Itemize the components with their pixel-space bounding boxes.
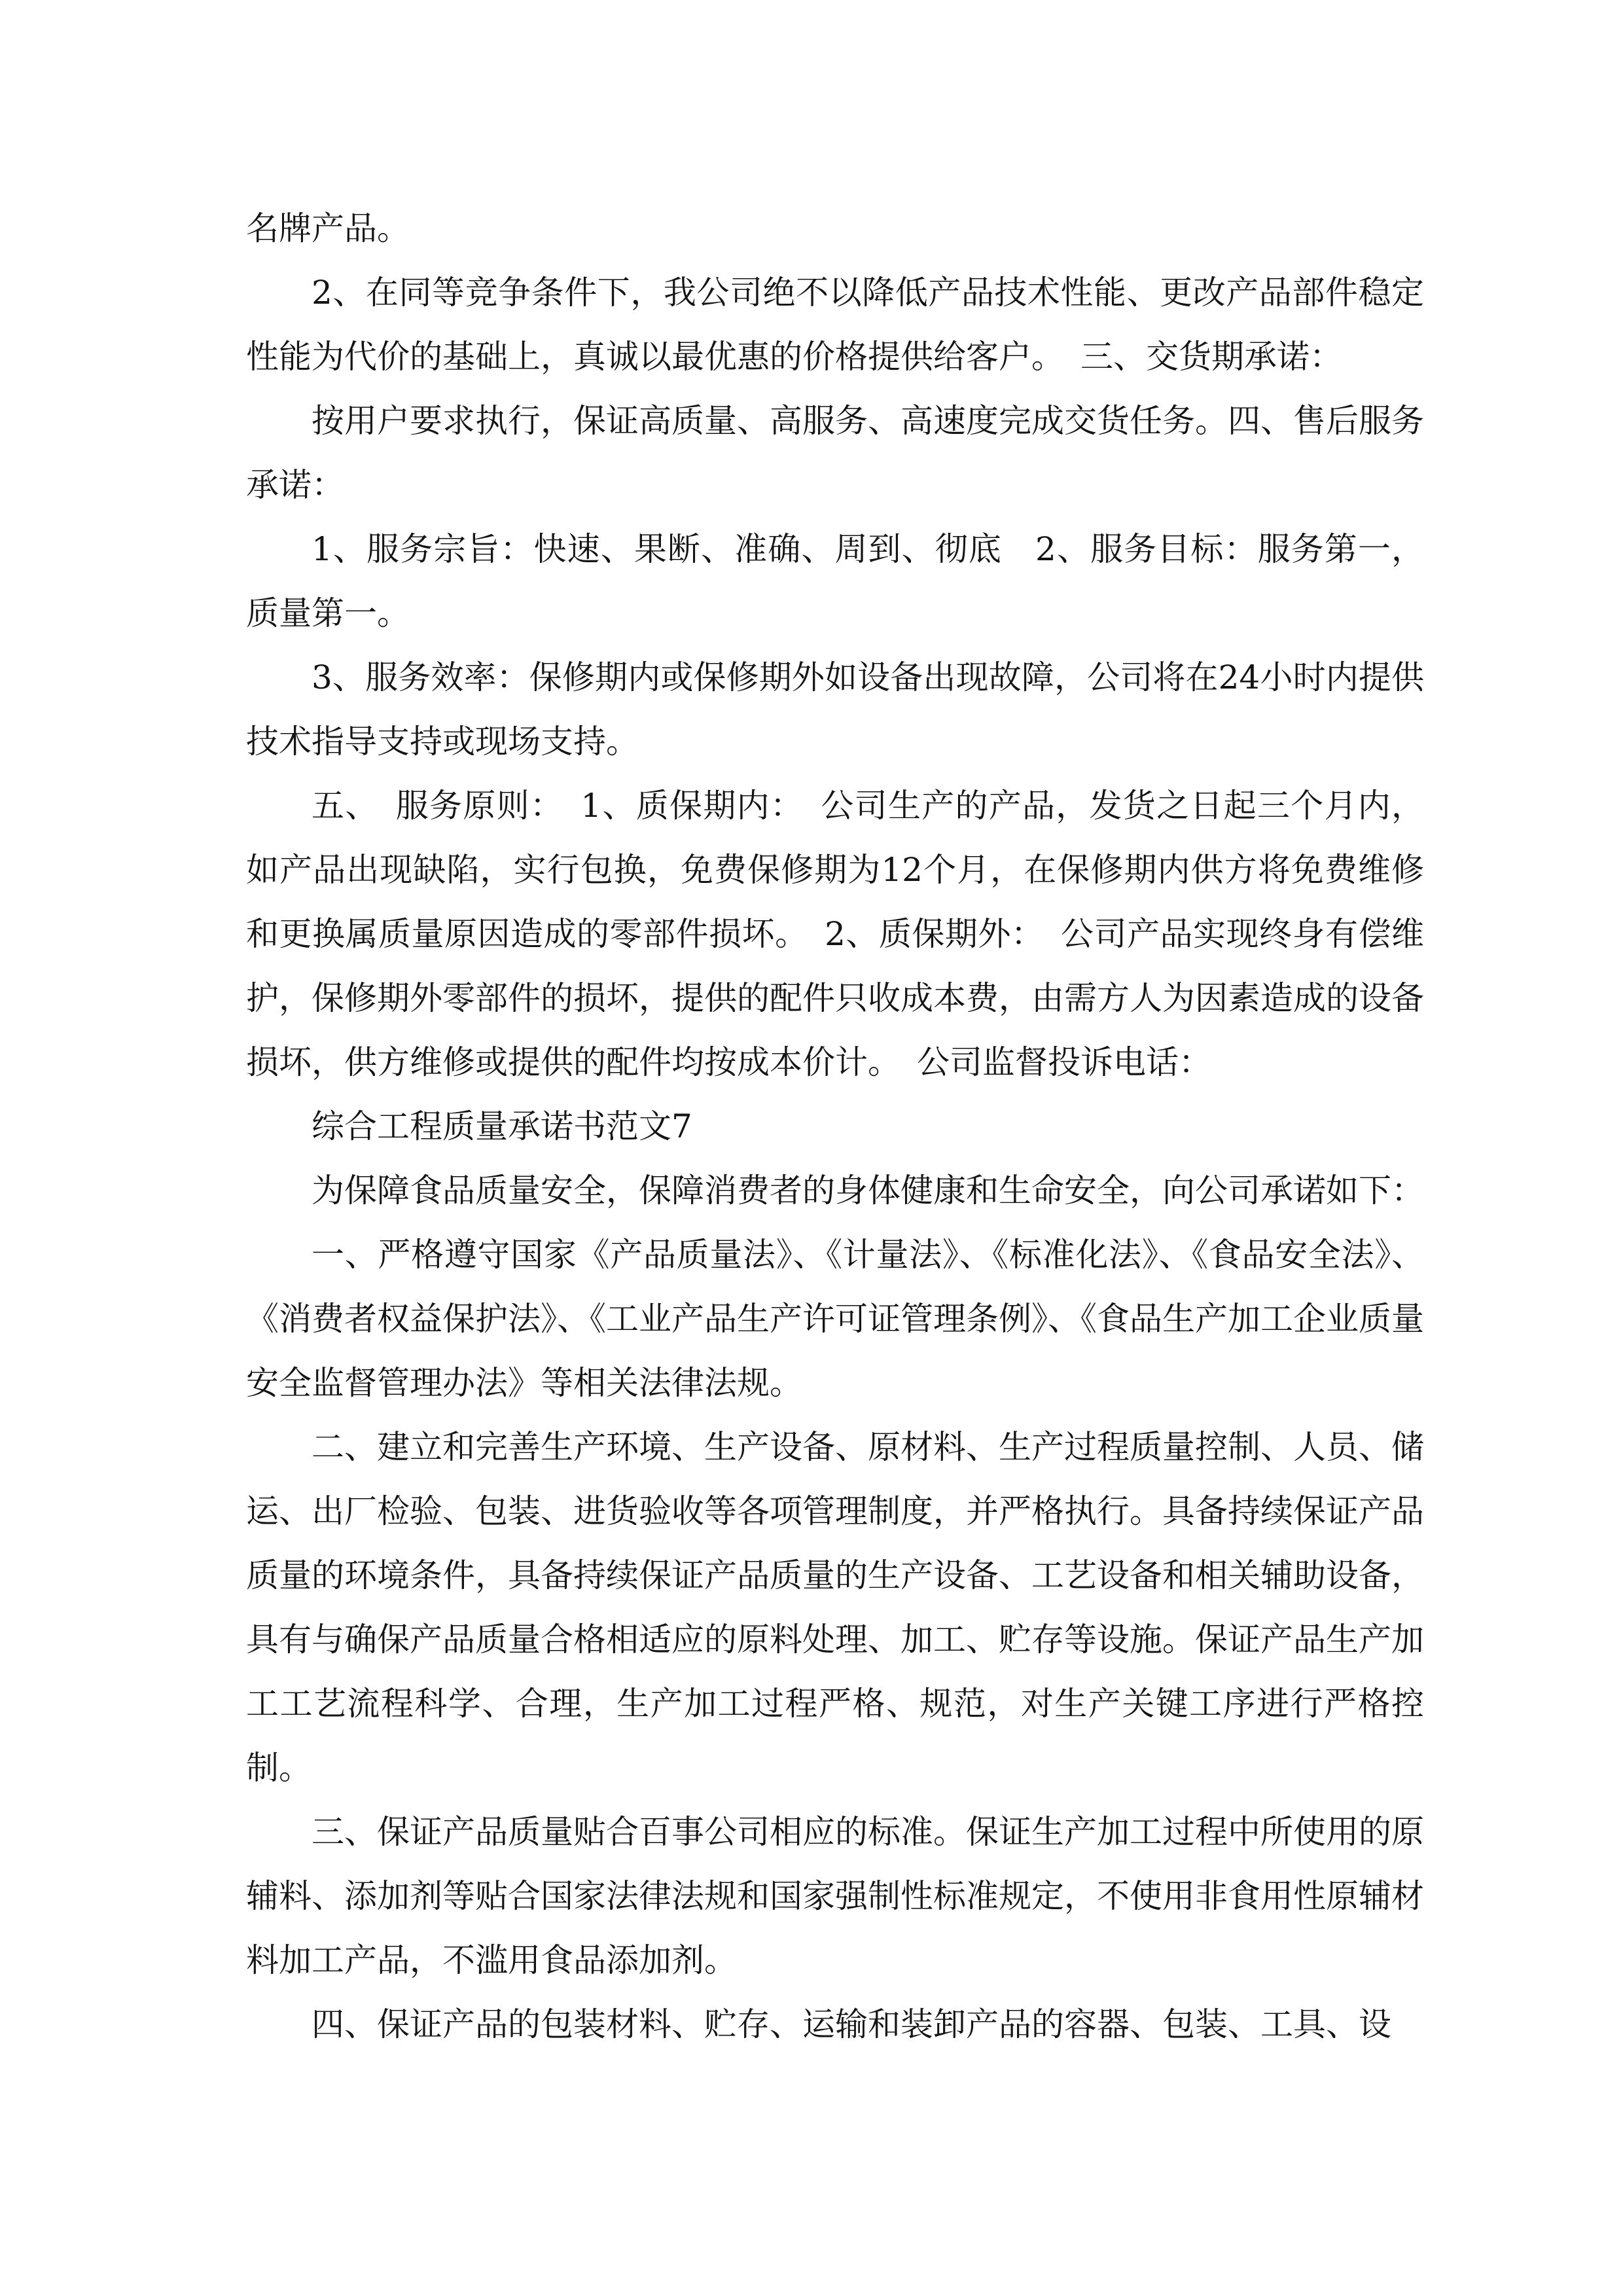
paragraph-2: 2、在同等竞争条件下，我公司绝不以降低产品技术性能、更改产品部件稳定性能为代价的基础上，真诚以最优惠的价格提供给客户。 三、交货期承诺： [246,274,1424,376]
document-body [246,196,1424,2056]
paragraph-8: 为保障食品质量安全，保障消费者的身体健康和生命安全，向公司承诺如下： [312,1172,1424,1210]
paragraph-12: 四、保证产品的包装材料、贮存、运输和装卸产品的容器、包装、工具、设 [312,2005,1391,2043]
paragraph-5: 3、服务效率：保修期内或保修期外如设备出现故障，公司将在24小时内提供技术指导支持或现场支持。 [246,658,1424,761]
section-heading: 综合工程质量承诺书范文7 [312,1107,692,1145]
paragraph-11: 三、保证产品质量贴合百事公司相应的标准。保证生产加工过程中所使用的原辅料、添加剂等贴合国家法律法规和国家强制性标准规定，不使用非食用性原辅材料加工产品，不滥用食品添加剂。 [246,1813,1424,1979]
paragraph-9: 一、严格遵守国家《产品质量法》、《计量法》、《标准化法》、《食品安全法》、《消费者权益保护法》、《工业产品生产许可证管理条例》、《食品生产加工企业质量安全监督管理办法》等相关法律法规。 [246,1236,1424,1402]
paragraph-3: 按用户要求执行，保证高质量、高服务、高速度完成交货任务。四、售后服务承诺： [246,402,1424,504]
paragraph-1: 名牌产品。 [246,209,410,247]
paragraph-10: 二、建立和完善生产环境、生产设备、原材料、生产过程质量控制、人员、储运、出厂检验、包装、进货验收等各项管理制度，并严格执行。具备持续保证产品质量的环境条件，具备持续保证产品质量的生产设备、工艺设备和相关辅助设备，具有与确保产品质量合格相适应的原料处理、加工、贮存等设施。保证产品生产加工工艺流程科学、合理，生产加工过程严格、规范，对生产关键工序进行严格控制。 [246,1428,1424,1787]
paragraph-6: 五、 服务原则： 1、质保期内： 公司生产的产品，发货之日起三个月内，如产品出现缺陷，实行包换，免费保修期为12个月，在保修期内供方将免费维修和更换属质量原因造成的零部件损坏。 2、质保期外： 公司产品实现终身有偿维护，保修期外零部件的损坏，提供的配件只收成本费，由需方人为因素造成的设备损坏，供方维修或提供的配件均按成本价计。 公司监督投诉电话： [246,787,1424,1081]
paragraph-4: 1、服务宗旨：快速、果断、准确、周到、彻底 2、服务目标：服务第一，质量第一。 [246,530,1424,632]
